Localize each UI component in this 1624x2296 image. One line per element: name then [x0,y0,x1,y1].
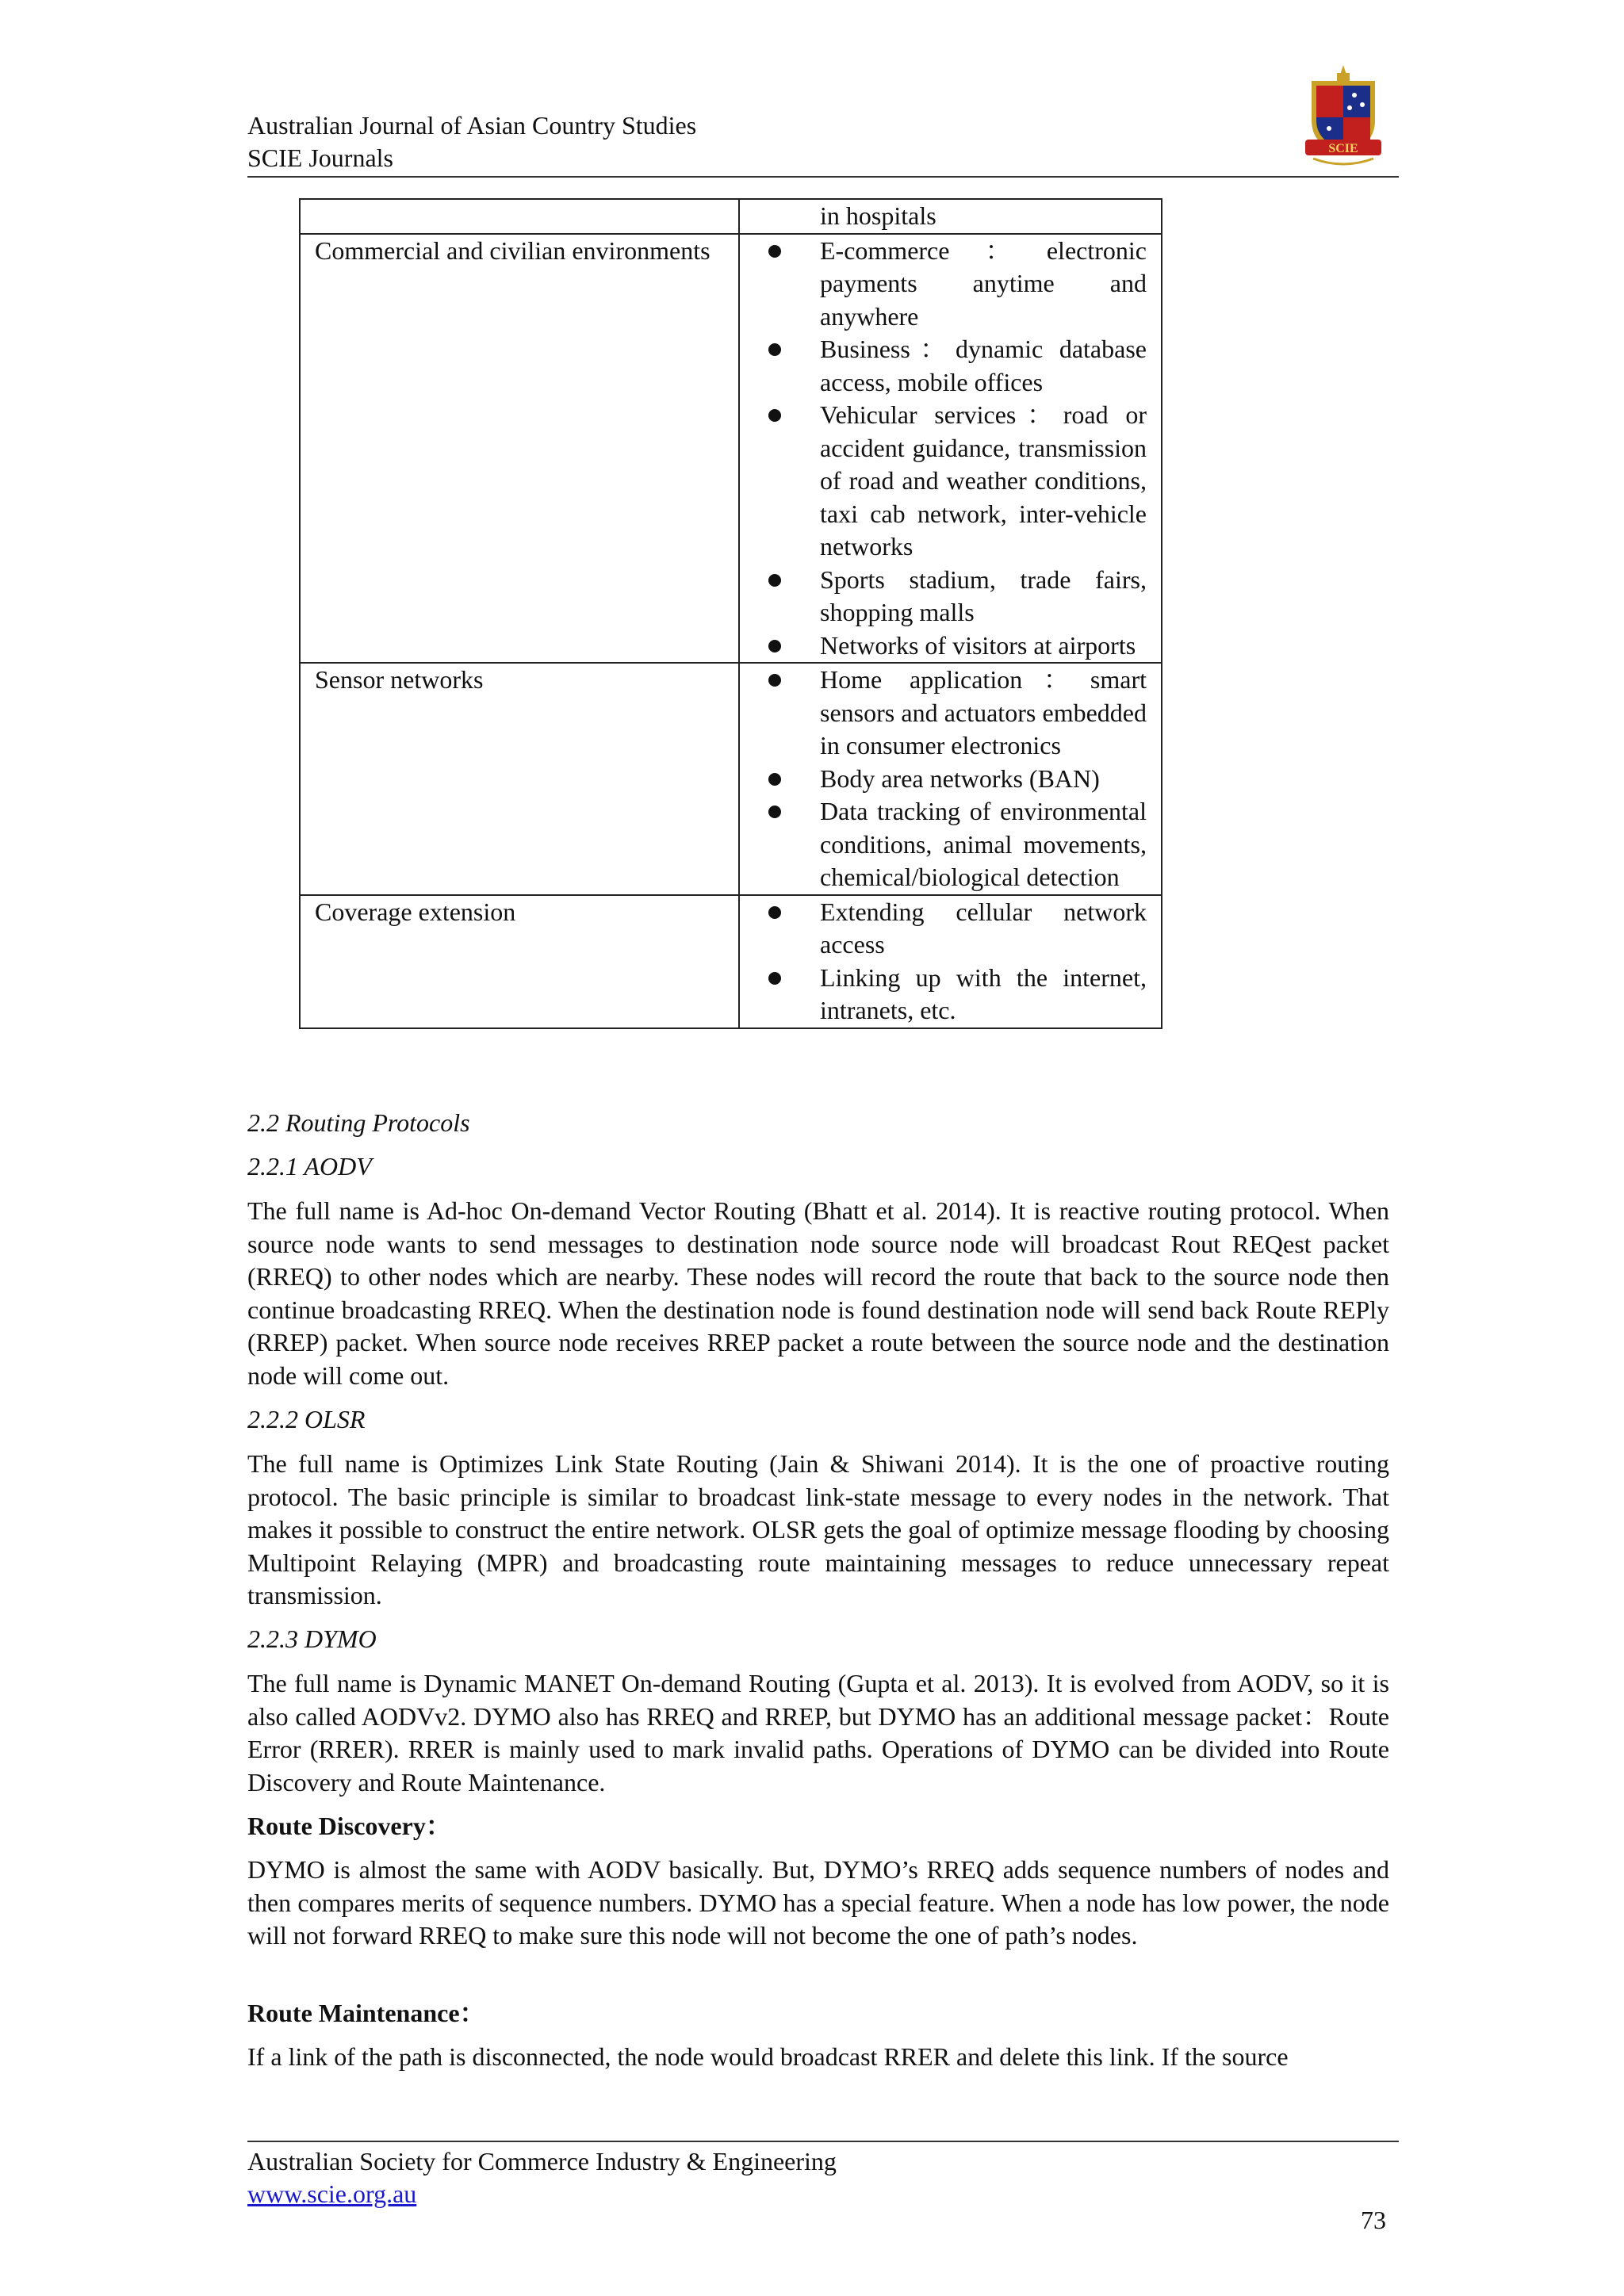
society-name: Australian Society for Commerce Industry & Engineering [247,2147,837,2175]
list-item: Data tracking of environmental conditions, animal movements, chemical/biological detection [740,795,1147,894]
paragraph-route-maintenance: If a link of the path is disconnected, the node would broadcast RRER and delete this link. If the source [247,2042,1289,2071]
scie-logo [1297,63,1389,171]
table-cell-items [739,234,1162,664]
bullet-list [740,896,1147,1027]
table-cell-items [739,895,1162,1028]
category-label: Commercial and civilian environments [315,235,710,265]
table-row [300,663,1162,895]
list-item: Home application：smart sensors and actuators embedded in consumer electronics [740,664,1147,763]
list-item: Linking up with the internet, intranets, etc. [740,962,1147,1027]
route-maintenance-heading: Route Maintenance： [247,1999,485,2027]
subsection-heading-dymo: 2.2.3 DYMO [247,1624,377,1653]
list-item: Vehicular services：road or accident guidance, transmission of road and weather conditions, taxi cab network, inter-vehicle networks [740,399,1147,564]
applications-table [299,198,1162,1029]
subsection-heading-olsr: 2.2.2 OLSR [247,1405,366,1433]
publisher-name: SCIE Journals [247,144,393,172]
list-item: E-commerce：electronic payments anytime and anywhere [740,235,1147,334]
table-cell-empty [300,199,739,234]
paragraph-olsr: The full name is Optimizes Link State Routing (Jain & Shiwani 2014). It is the one of proactive routing protocol. The basic principle is similar to broadcast link-state message to every nodes in the network. That makes it possible to construct the entire network. OLSR gets the goal of optimize message flooding by choosing Multipoint Relaying (MPR) and broadcasting route maintaining messages to reduce unnecessary repeat transmission. [247,1449,1389,1609]
list-item: Extending cellular network access [740,896,1147,962]
route-discovery-heading: Route Discovery： [247,1812,451,1840]
list-item: Networks of visitors at airports [740,629,1147,663]
bullet-list [740,664,1147,894]
table-cell-category [300,663,739,895]
list-item: Business：dynamic database access, mobile offices [740,333,1147,399]
footer-divider [247,2141,1399,2142]
journal-title: Australian Journal of Asian Country Studies [247,111,697,140]
list-item: Body area networks (BAN) [740,763,1147,796]
table-row [300,199,1162,234]
table-cell-items [739,663,1162,895]
bullet-list [740,235,1147,663]
website-link[interactable]: www.scie.org.au [247,2179,417,2208]
page-number: 73 [1361,2206,1386,2234]
continuation-text: in hospitals [820,201,936,230]
scie-crest-icon [1297,63,1389,171]
paragraph-aodv: The full name is Ad-hoc On-demand Vector Routing (Bhatt et al. 2014). It is reactive routing protocol. When source node wants to send messages to destination node source node will broadcast Rout REQest packet (RREQ) to other nodes which are nearby. These nodes will record the route that back to the source node then continue broadcasting RREQ. When the destination node is found destination node will send back Route REPly (RREP) packet. When source node receives RREP packet a route between the source node and the destination node will come out. [247,1196,1389,1390]
category-label: Sensor networks [315,665,484,694]
subsection-heading-aodv: 2.2.1 AODV [247,1152,372,1181]
header-divider [247,176,1399,178]
table-row [300,895,1162,1028]
category-label: Coverage extension [315,897,516,926]
table-cell-category [300,895,739,1028]
svg-text:SCIE: SCIE [1328,142,1358,155]
table-cell-items [739,199,1162,234]
paragraph-route-discovery: DYMO is almost the same with AODV basically. But, DYMO’s RREQ adds sequence numbers of nodes and then compares merits of sequence numbers. DYMO has a special feature. When a node has low power, the node will not forward RREQ to make sure this node will not become the one of path’s nodes. [247,1855,1389,1950]
list-item: Sports stadium, trade fairs, shopping malls [740,564,1147,629]
section-heading-routing: 2.2 Routing Protocols [247,1108,470,1137]
paragraph-dymo: The full name is Dynamic MANET On-demand Routing (Gupta et al. 2013). It is evolved from AODV, so it is also called AODVv2. DYMO also has RREQ and RREP, but DYMO has an additional message packet：Route Error (RRER). RRER is mainly used to mark invalid paths. Operations of DYMO can be divided into Route Discovery and Route Maintenance. [247,1669,1390,1797]
table-row [300,234,1162,664]
running-header [247,109,696,174]
footer [247,2145,837,2210]
table-cell-category [300,234,739,664]
